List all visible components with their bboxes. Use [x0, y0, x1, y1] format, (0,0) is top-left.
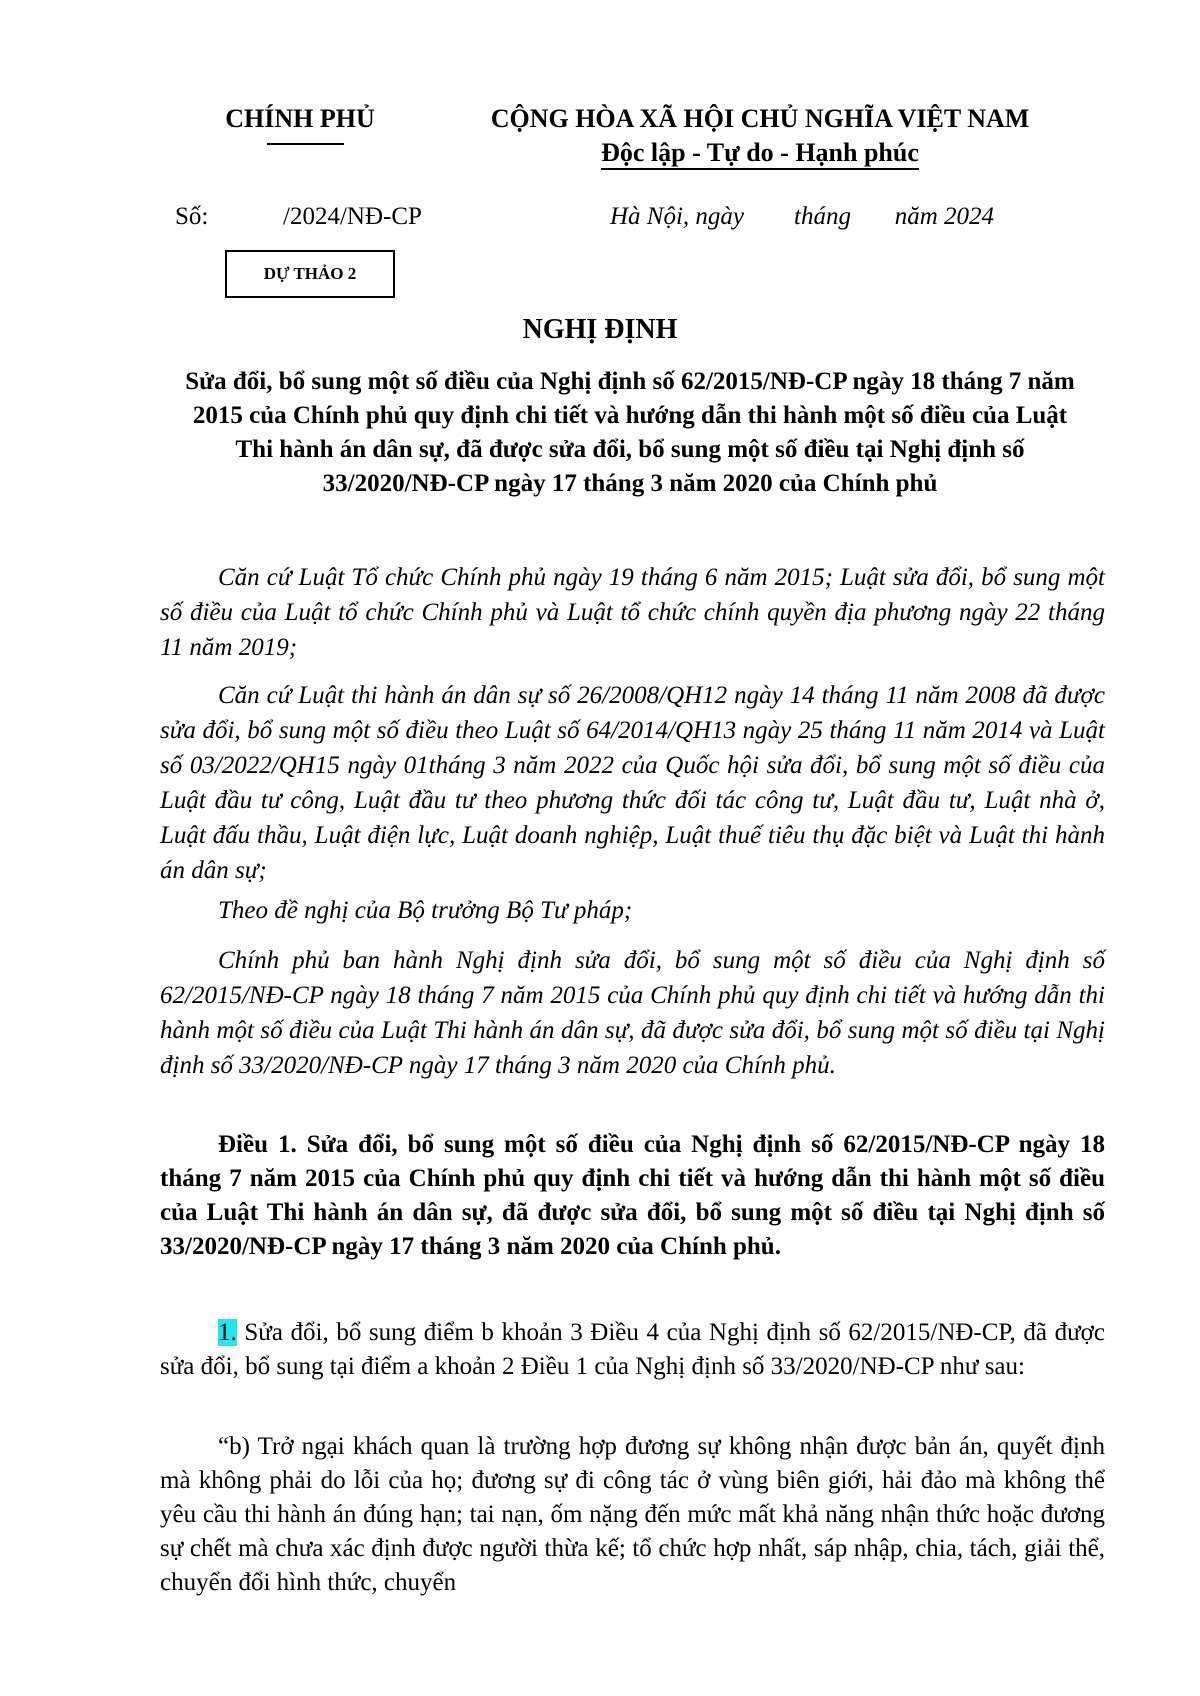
clause-number-highlight: 1. [218, 1319, 237, 1346]
motto-text: Độc lập - Tự do - Hạnh phúc [601, 138, 919, 170]
issuance-statement: Chính phủ ban hành Nghị định sửa đổi, bổ sung một số điều của Nghị định số 62/2015/NĐ-CP ngày 18 tháng 7 năm 2015 của Chính phủ quy định chi tiết và hướng dẫn thi hành một số điều của Luật Thi hành án dân sự, đã được sửa đổi, bổ sung một số điều tại Nghị định số 33/2020/NĐ-CP ngày 17 tháng 3 năm 2020 của Chính phủ. [160, 947, 1105, 1079]
legal-basis-2: Căn cứ Luật thi hành án dân sự số 26/2008/QH12 ngày 14 tháng 11 năm 2008 đã được sửa đổi, bổ sung một số điều theo Luật số 64/2014/QH13 ngày 25 tháng 11 năm 2014 và Luật số 03/2022/QH15 ngày 01tháng 3 năm 2022 của Quốc hội sửa đổi, bổ sung một số điều của Luật đầu tư công, Luật đầu tư theo phương thức đối tác công tư, Luật đầu tư, Luật nhà ở, Luật đấu thầu, Luật điện lực, Luật doanh nghiệp, Luật thuế tiêu thụ đặc biệt và Luật thi hành án dân sự; [160, 682, 1105, 884]
article-1-clause-1 [160, 1316, 1105, 1384]
agency-underline [267, 143, 344, 145]
draft-stamp: DỰ THẢO 2 [225, 250, 395, 298]
place-and-date: Hà Nội, ngày tháng năm 2024 [610, 203, 995, 230]
document-number-label: Số: [175, 203, 209, 230]
national-motto [580, 138, 940, 168]
legal-basis-1: Căn cứ Luật Tổ chức Chính phủ ngày 19 tháng 6 năm 2015; Luật sửa đổi, bổ sung một số điều của Luật tổ chức Chính phủ và Luật tổ chức chính quyền địa phương ngày 22 tháng 11 năm 2019; [160, 564, 1105, 661]
clause-1-text: Sửa đổi, bổ sung điểm b khoản 3 Điều 4 của Nghị định số 62/2015/NĐ-CP, đã được sửa đổi, bổ sung tại điểm a khoản 2 Điều 1 của Nghị định số 33/2020/NĐ-CP như sau: [160, 1319, 1105, 1380]
document-number: /2024/NĐ-CP [283, 203, 422, 230]
proposal-statement: Theo đề nghị của Bộ trưởng Bộ Tư pháp; [218, 897, 633, 924]
document-subtitle: Sửa đổi, bổ sung một số điều của Nghị định số 62/2015/NĐ-CP ngày 18 tháng 7 năm 2015 của Chính phủ quy định chi tiết và hướng dẫn thi hành một số điều của Luật Thi hành án dân sự, đã được sửa đổi, bổ sung một số điều tại Nghị định số 33/2020/NĐ-CP ngày 17 tháng 3 năm 2020 của Chính phủ [185, 368, 1075, 497]
article-1-point-b: “b) Trở ngại khách quan là trường hợp đương sự không nhận được bản án, quyết định mà không phải do lỗi của họ; đương sự đi công tác ở vùng biên giới, hải đảo mà không thể yêu cầu thi hành án đúng hạn; tai nạn, ốm nặng đến mức mất khả năng nhận thức hoặc đương sự chết mà chưa xác định được người thừa kế; tổ chức hợp nhất, sáp nhập, chia, tách, giải thể, chuyển đổi hình thức, chuyển [160, 1433, 1105, 1596]
issuing-agency: CHÍNH PHỦ [225, 104, 375, 133]
national-title: CỘNG HÒA XÃ HỘI CHỦ NGHĨA VIỆT NAM [490, 104, 1030, 133]
article-1-heading: Điều 1. Sửa đổi, bổ sung một số điều của Nghị định số 62/2015/NĐ-CP ngày 18 tháng 7 năm 2015 của Chính phủ quy định chi tiết và hướng dẫn thi hành một số điều của Luật Thi hành án dân sự, đã được sửa đổi, bổ sung một số điều tại Nghị định số 33/2020/NĐ-CP ngày 17 tháng 3 năm 2020 của Chính phủ. [160, 1131, 1105, 1260]
document-type-title: NGHỊ ĐỊNH [522, 314, 678, 345]
